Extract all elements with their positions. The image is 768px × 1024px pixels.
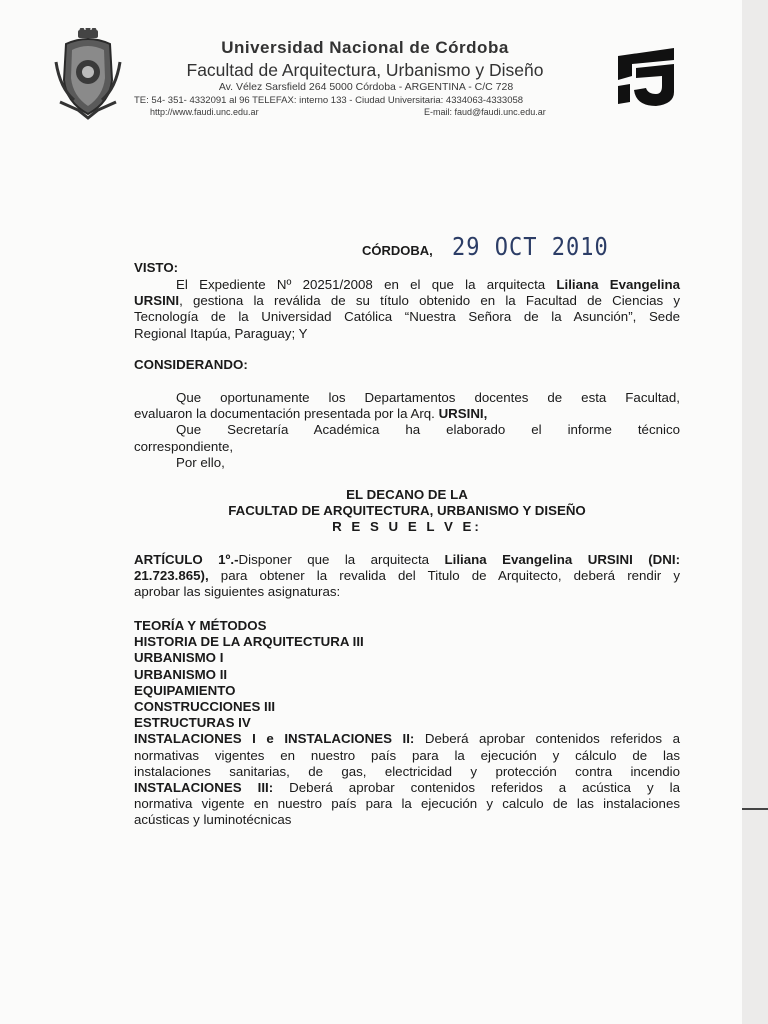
faculty-name: Facultad de Arquitectura, Urbanismo y Diseño <box>186 60 544 80</box>
considerando-body <box>134 390 680 471</box>
subject-item: ESTRUCTURAS IV <box>134 715 251 731</box>
page-edge-mark <box>742 808 768 810</box>
university-seal-icon <box>52 28 124 120</box>
visto-line-1: El Expediente Nº 20251/2008 en el que la arquitecta Liliana Evangelina <box>176 277 680 292</box>
visto-line-3: Tecnología de la Universidad Católica “Nuestra Señora de la Asunción”, Sede <box>134 309 680 325</box>
subjects-list <box>134 618 680 829</box>
article-1 <box>134 552 680 601</box>
subject-item: URBANISMO I <box>134 650 224 666</box>
article-line-3: aprobar las siguientes asignaturas: <box>134 584 341 600</box>
address-line: Av. Vélez Sarsfield 264 5000 Córdoba - ARGENTINA - C/C 728 <box>218 81 514 93</box>
resolution-line-3: R E S U E L V E: <box>332 519 482 535</box>
visto-line-2: URSINI, gestiona la reválida de su título obtenido en la Facultad de Ciencias y <box>134 293 680 309</box>
instalaciones-3-line-1: INSTALACIONES III: Deberá aprobar contenidos referidos a acústica y la <box>134 780 680 796</box>
considerando-line-2: evaluaron la documentación presentada por la Arq. URSINI, <box>134 406 488 422</box>
website-link[interactable]: http://www.faudi.unc.edu.ar <box>150 107 259 117</box>
resolution-line-1: EL DECANO DE LA <box>346 487 468 502</box>
resolution-heading <box>134 487 680 536</box>
subject-item: CONSTRUCCIONES III <box>134 699 276 715</box>
instalaciones-3-line-3: acústicas y luminotécnicas <box>134 812 292 828</box>
subject-item: HISTORIA DE LA ARQUITECTURA III <box>134 634 364 650</box>
phone-line: TE: 54- 351- 4332091 al 96 TELEFAX: interno 133 - Ciudad Universitaria: 4334063-4333058 <box>134 95 524 106</box>
visto-body <box>134 277 680 342</box>
subject-item: TEORÍA Y MÉTODOS <box>134 618 267 633</box>
subject-item: EQUIPAMIENTO <box>134 682 236 698</box>
article-line-1: ARTÍCULO 1º.-Disponer que la arquitecta Liliana Evangelina URSINI (DNI: <box>134 552 681 567</box>
article-line-2: 21.723.865), para obtener la revalida del Titulo de Arquitecto, deberá rendir y <box>134 568 680 584</box>
email-link[interactable]: E-mail: faud@faudi.unc.edu.ar <box>424 107 546 117</box>
instalaciones-1-2-line-3: instalaciones sanitarias, de gas, electricidad y protección contra incendio <box>134 763 680 779</box>
resolution-line-2: FACULTAD DE ARQUITECTURA, URBANISMO Y DISEÑO <box>228 503 586 519</box>
considerando-line-3: Que Secretaría Académica ha elaborado el informe técnico <box>176 422 680 438</box>
considerando-line-5: Por ello, <box>176 454 225 470</box>
instalaciones-1-2-line-2: normativas vigentes en nuestro país para la ejecución y cálculo de las <box>134 747 680 763</box>
considerando-line-4: correspondiente, <box>134 438 234 454</box>
instalaciones-3-line-2: normativa vigente en nuestro país para la ejecución y calculo de las instalaciones <box>134 796 680 812</box>
instalaciones-1-2-line-1: INSTALACIONES I e INSTALACIONES II: Deberá aprobar contenidos referidos a <box>134 731 680 747</box>
faculty-logo-icon <box>612 46 680 108</box>
visto-line-4: Regional Itapúa, Paraguay; Y <box>134 325 308 341</box>
considerando-line-1: Que oportunamente los Departamentos docentes de esta Facultad, <box>176 390 680 405</box>
university-name: Universidad Nacional de Córdoba <box>221 38 509 57</box>
subject-item: URBANISMO II <box>134 666 228 682</box>
date-label: CÓRDOBA, <box>362 243 433 258</box>
visto-heading: VISTO: <box>134 260 179 275</box>
considerando-heading: CONSIDERANDO: <box>134 357 248 372</box>
date-stamp: 29 OCT 2010 <box>452 233 609 262</box>
